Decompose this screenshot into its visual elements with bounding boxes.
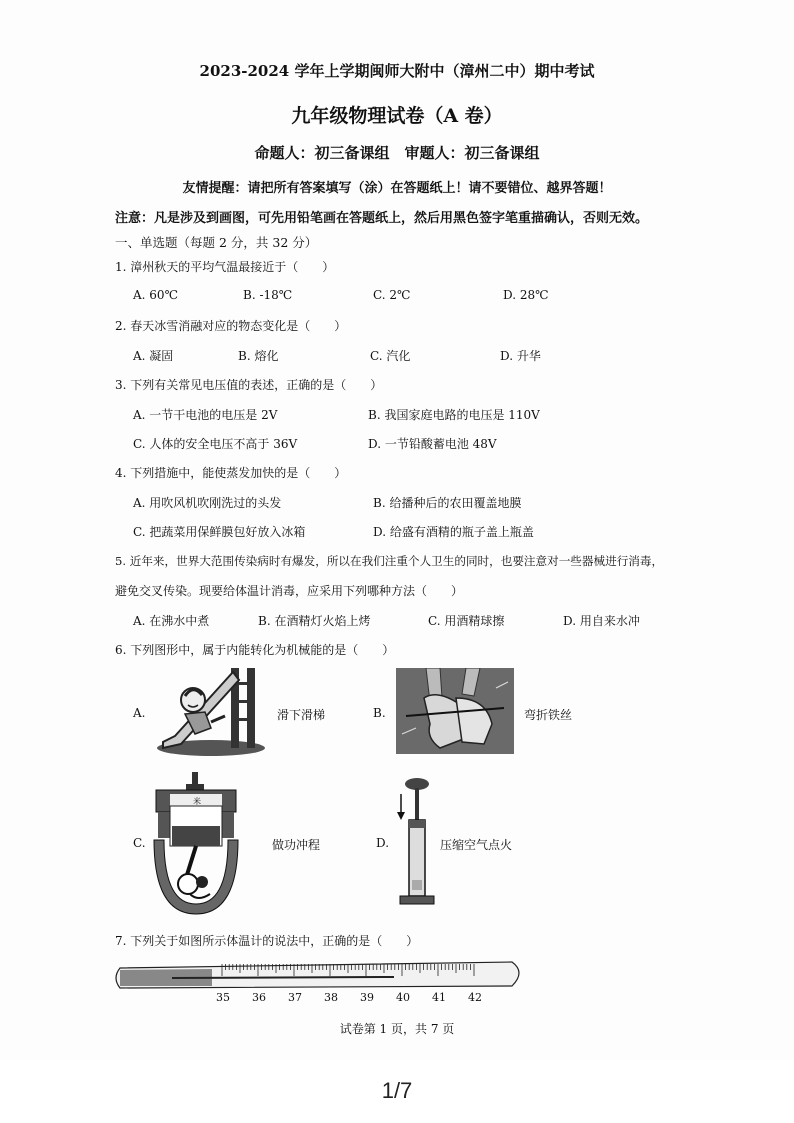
q2-option-b: B. 熔化 [238,349,279,363]
page-counter: 1/7 [381,1078,413,1103]
question-3: 3. 下列有关常见电压值的表述，正确的是（ ） [115,378,383,392]
question-4: 4. 下列措施中，能使蒸发加快的是（ ） [115,466,347,480]
q4-option-c: C. 把蔬菜用保鲜膜包好放入冰箱 [133,525,306,539]
scale-label: 35 [216,991,230,1004]
thermometer-scale-labels [216,991,482,1004]
fire-syringe-diagram [392,776,442,910]
scale-label: 38 [324,991,338,1004]
q5-option-a: A. 在沸水中煮 [133,614,210,628]
engine-power-stroke-diagram [150,770,242,916]
q6-caption-a: 滑下滑梯 [277,708,326,722]
q6-caption-d: 压缩空气点火 [440,838,513,852]
q3-option-b: B. 我国家庭电路的电压是 110V [368,408,540,422]
q1-option-d: D. 28℃ [503,288,549,302]
page-footer: 试卷第 1 页，共 7 页 [339,1022,455,1036]
q2-option-c: C. 汽化 [370,349,411,363]
q6-option-d: D. [376,836,390,850]
q6-caption-b: 弯折铁丝 [524,708,573,722]
q3-option-a: A. 一节干电池的电压是 2V [133,408,278,422]
q4-option-a: A. 用吹风机吹刚洗过的头发 [133,496,282,510]
q4-option-b: B. 给播种后的农田覆盖地膜 [373,496,522,510]
q1-option-a: A. 60℃ [133,288,178,302]
question-5: 5. 近年来，世界大范围传染病时有爆发，所以在我们注重个人卫生的同时，也要注意对一些器械进行消毒， [115,554,664,568]
q2-option-a: A. 凝固 [133,349,174,363]
q6-caption-c: 做功冲程 [272,838,321,852]
q6-option-b: B. [373,706,386,720]
scale-label: 39 [360,991,374,1004]
q3-option-d: D. 一节铅酸蓄电池 48V [368,437,497,451]
scale-label: 42 [468,991,482,1004]
svg-text:米: 米 [193,797,201,806]
q4-option-d: D. 给盛有酒精的瓶子盖上瓶盖 [373,525,534,539]
q3-option-c: C. 人体的安全电压不高于 36V [133,437,298,451]
scale-label: 36 [252,991,266,1004]
authors-line: 命题人：初三备课组 审题人：初三备课组 [254,144,540,162]
reminder-line: 友情提醒：请把所有答案填写（涂）在答题纸上！请不要错位、越界答题！ [182,181,612,196]
exam-title: 2023-2024 学年上学期闽师大附中（漳州二中）期中考试 [199,62,595,80]
notice-line: 注意：凡是涉及到画图，可先用铅笔画在答题纸上，然后用黑色签字笔重描确认，否则无效。 [115,211,649,226]
scale-label: 37 [288,991,302,1004]
q1-option-c: C. 2℃ [373,288,411,302]
question-2: 2. 春天冰雪消融对应的物态变化是（ ） [115,319,347,333]
q6-option-c: C. [133,836,146,850]
q6-option-a: A. [133,706,146,720]
q5-option-c: C. 用酒精球擦 [428,614,505,628]
question-7: 7. 下列关于如图所示体温计的说法中，正确的是（ ） [115,934,419,948]
q5-option-d: D. 用自来水冲 [563,614,640,628]
q1-option-b: B. -18℃ [243,288,293,302]
section-heading: 一、单选题（每题 2 分，共 32 分） [115,235,318,250]
q2-option-d: D. 升华 [500,349,541,363]
scale-label: 40 [396,991,410,1004]
q5-option-b: B. 在酒精灯火焰上烤 [258,614,371,628]
bending-wire-photo [396,668,514,754]
question-1: 1. 漳州秋天的平均气温最接近于（ ） [115,260,335,274]
question-5-cont: 避免交叉传染。现要给体温计消毒，应采用下列哪种方法（ ） [115,584,464,598]
clinical-thermometer [112,954,530,1004]
slide-illustration [155,662,267,758]
question-6: 6. 下列图形中，属于内能转化为机械能的是（ ） [115,643,395,657]
scale-label: 41 [432,991,446,1004]
paper-title: 九年级物理试卷（A 卷） [291,105,503,127]
